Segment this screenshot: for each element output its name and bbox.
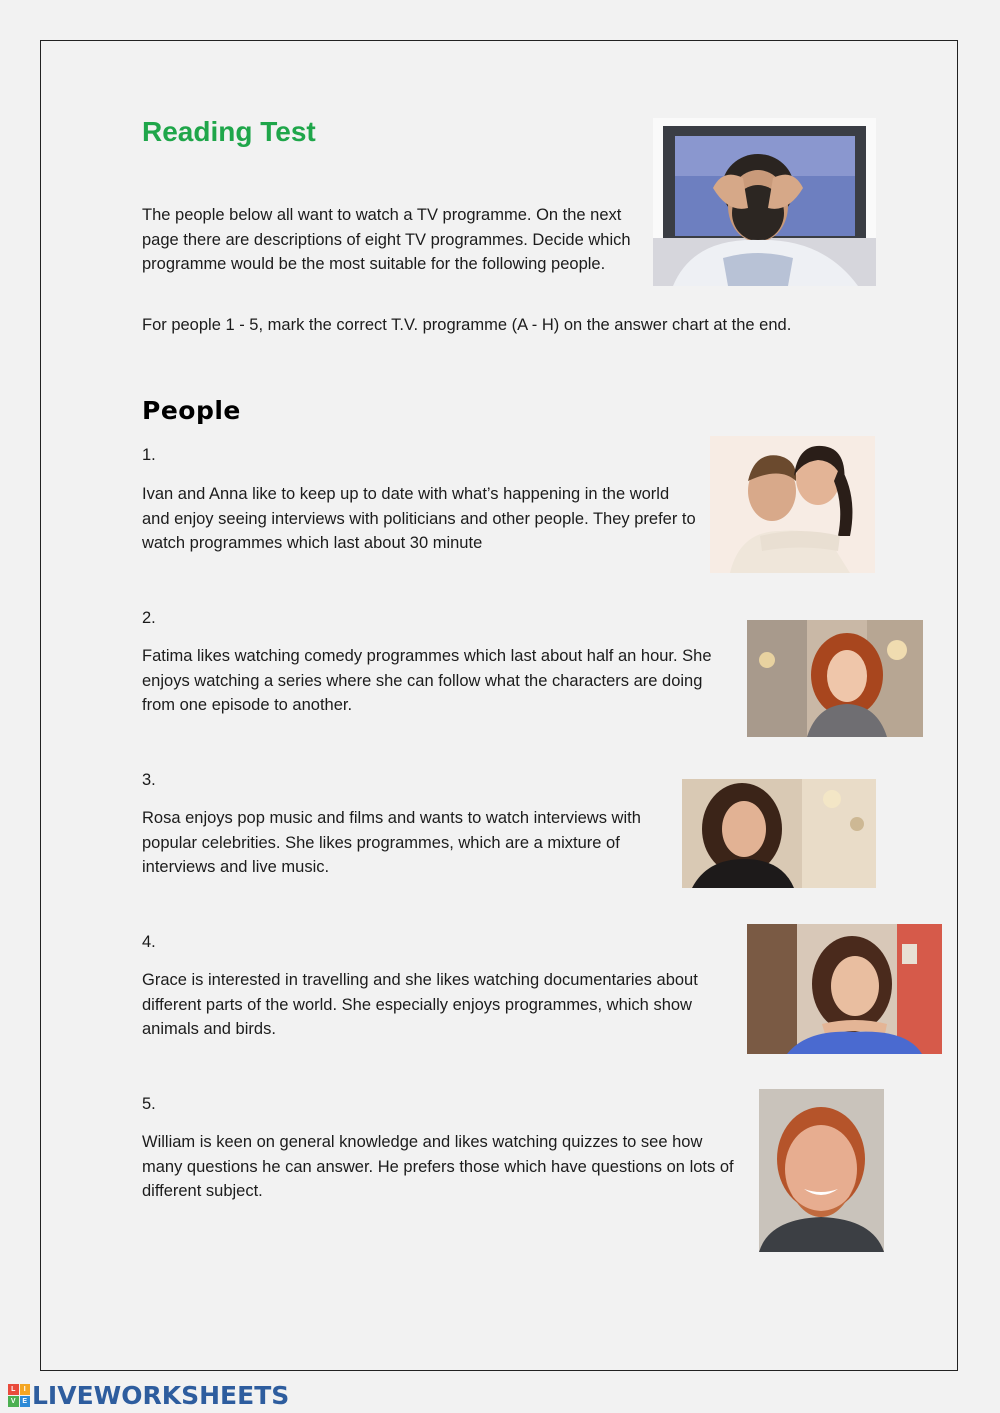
couple-photo [710,436,875,573]
tv-viewer-photo [653,118,876,286]
page-title: Reading Test [142,116,316,147]
intro-paragraph: The people below all want to watch a TV programme. On the next page there are descriptions of eight TV programmes. Decide which programme would be the most suitable for the following people. [142,206,631,273]
person-2-text: Fatima likes watching comedy programmes which last about half an hour. She enjoys watching a series where she can follow what the characters are doing from one episode to another. [142,647,712,714]
person-2-number: 2. [142,609,156,627]
liveworksheets-wordmark: LIVEWORKSHEETS [32,1380,290,1410]
person-3-text: Rosa enjoys pop music and films and wants to watch interviews with popular celebrities. She likes programmes, which are a mixture of interviews and live music. [142,809,641,876]
person-1-number: 1. [142,446,156,464]
rosa-photo [682,779,876,888]
person-4-text: Grace is interested in travelling and she likes watching documentaries about different parts of the world. She especially enjoys programmes, which show animals and birds. [142,971,698,1038]
person-3-number: 3. [142,771,156,789]
fatima-photo [747,620,923,737]
grace-photo [747,924,942,1054]
william-photo [759,1089,884,1252]
liveworksheets-brand[interactable] [8,1380,289,1410]
person-4-number: 4. [142,933,156,951]
person-5-number: 5. [142,1095,156,1113]
liveworksheets-logo-icon: L I V E [8,1384,30,1406]
instruction-paragraph: For people 1 - 5, mark the correct T.V. programme (A - H) on the answer chart at the end. [142,316,792,334]
person-1-text: Ivan and Anna like to keep up to date with what’s happening in the world and enjoy seeing interviews with politicians and other people. They prefer to watch programmes which last about 30 minute [142,485,696,552]
people-heading: People [142,396,241,425]
person-5-text: William is keen on general knowledge and likes watching quizzes to see how many questions he can answer. He prefers those which have questions on lots of different subject. [142,1133,734,1200]
